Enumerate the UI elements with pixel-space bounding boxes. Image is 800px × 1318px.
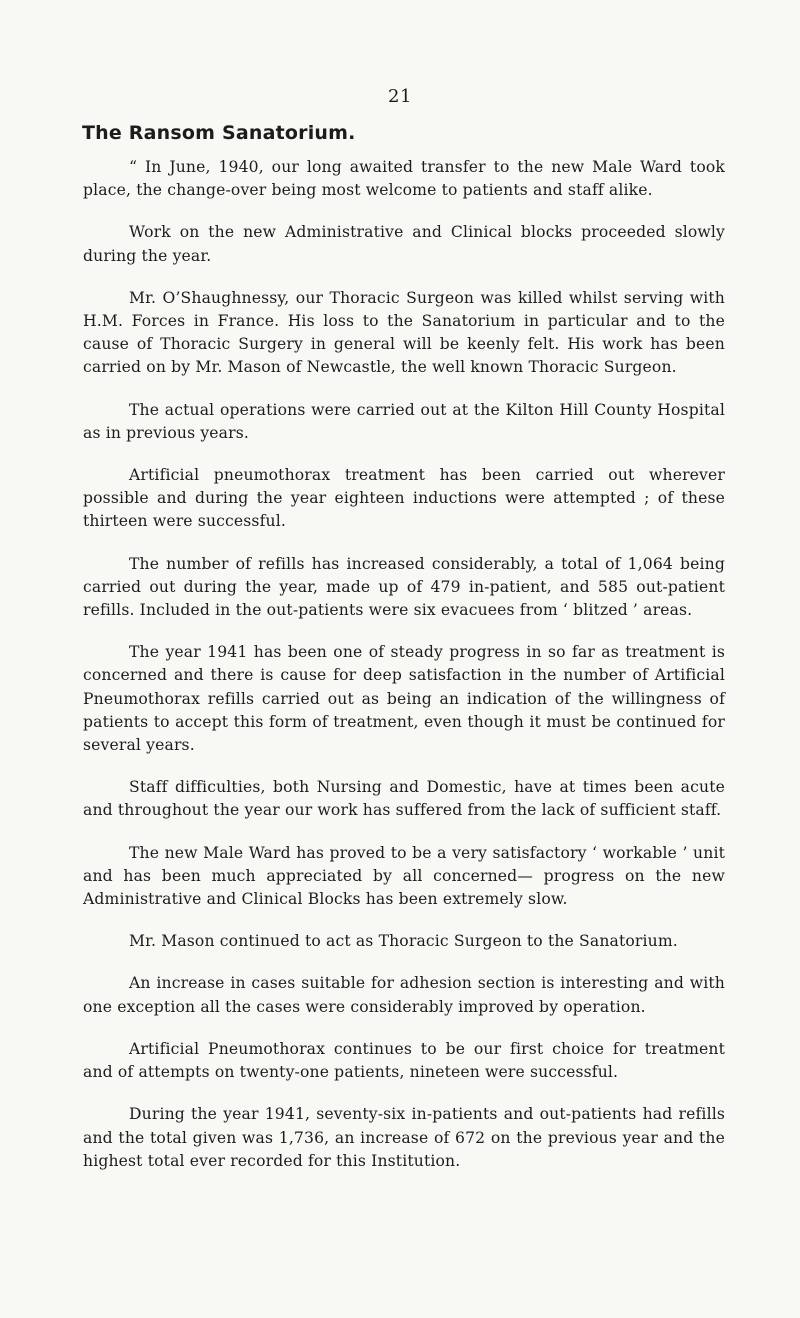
paragraph-2: Work on the new Administrative and Clinical blocks proceeded slowly during the year. xyxy=(83,223,725,265)
paragraph-3: Mr. O’Shaughnessy, our Thoracic Surgeon was killed whilst serving with H.M. Forces in France. His loss to the Sanatorium in particular and to the cause of Thoracic Surgery in general will be keenly felt. His work has been carried on by Mr. Mason of Newcastle, the well known Thoracic Surgeon. xyxy=(83,288,725,377)
page-number: 21 xyxy=(388,86,412,107)
paragraph-7: The year 1941 has been one of steady progress in so far as treatment is concerned and there is cause for deep satisfaction in the number of Artificial Pneumothorax refills carried out as being an indication of the willingness of patients to accept this form of treatment, even though it must be continued for several years. xyxy=(83,643,725,755)
paragraph-9: The new Male Ward has proved to be a very satisfactory ‘ workable ’ unit and has been much appreciated by all concerned— progress on the new Administrative and Clinical Blocks has been extremely slow. xyxy=(83,843,725,909)
paragraph-8: Staff difficulties, both Nursing and Domestic, have at times been acute and throughout the year our work has suffered from the lack of sufficient staff. xyxy=(83,778,725,820)
paragraph-4: The actual operations were carried out at the Kilton Hill County Hospital as in previous years. xyxy=(83,400,725,442)
paragraph-10: Mr. Mason continued to act as Thoracic Surgeon to the Sanatorium. xyxy=(129,932,678,951)
paragraph-6: The number of refills has increased considerably, a total of 1,064 being carried out during the year, made up of 479 in-patient, and 585 out-patient refills. Included in the out-patients were six evacuees from ‘ blitzed ’ areas. xyxy=(83,554,725,620)
paragraph-1: “ In June, 1940, our long awaited transfer to the new Male Ward took place, the change-over being most welcome to patients and staff alike. xyxy=(83,158,725,200)
paragraph-5: Artificial pneumothorax treatment has been carried out wherever possible and during the year eighteen inductions were attempted ; of these thirteen were successful. xyxy=(83,466,725,531)
paragraph-13: During the year 1941, seventy-six in-patients and out-patients had refills and the total given was 1,736, an increase of 672 on the previous year and the highest total ever recorded for this Institution. xyxy=(83,1105,725,1170)
paragraph-11: An increase in cases suitable for adhesion section is interesting and with one exception all the cases were considerably improved by operation. xyxy=(83,974,725,1016)
body-text xyxy=(83,156,725,1192)
paragraph-12: Artificial Pneumothorax continues to be our first choice for treatment and of attempts on twenty-one patients, nineteen were successful. xyxy=(83,1039,725,1082)
section-heading: The Ransom Sanatorium. xyxy=(82,122,356,144)
